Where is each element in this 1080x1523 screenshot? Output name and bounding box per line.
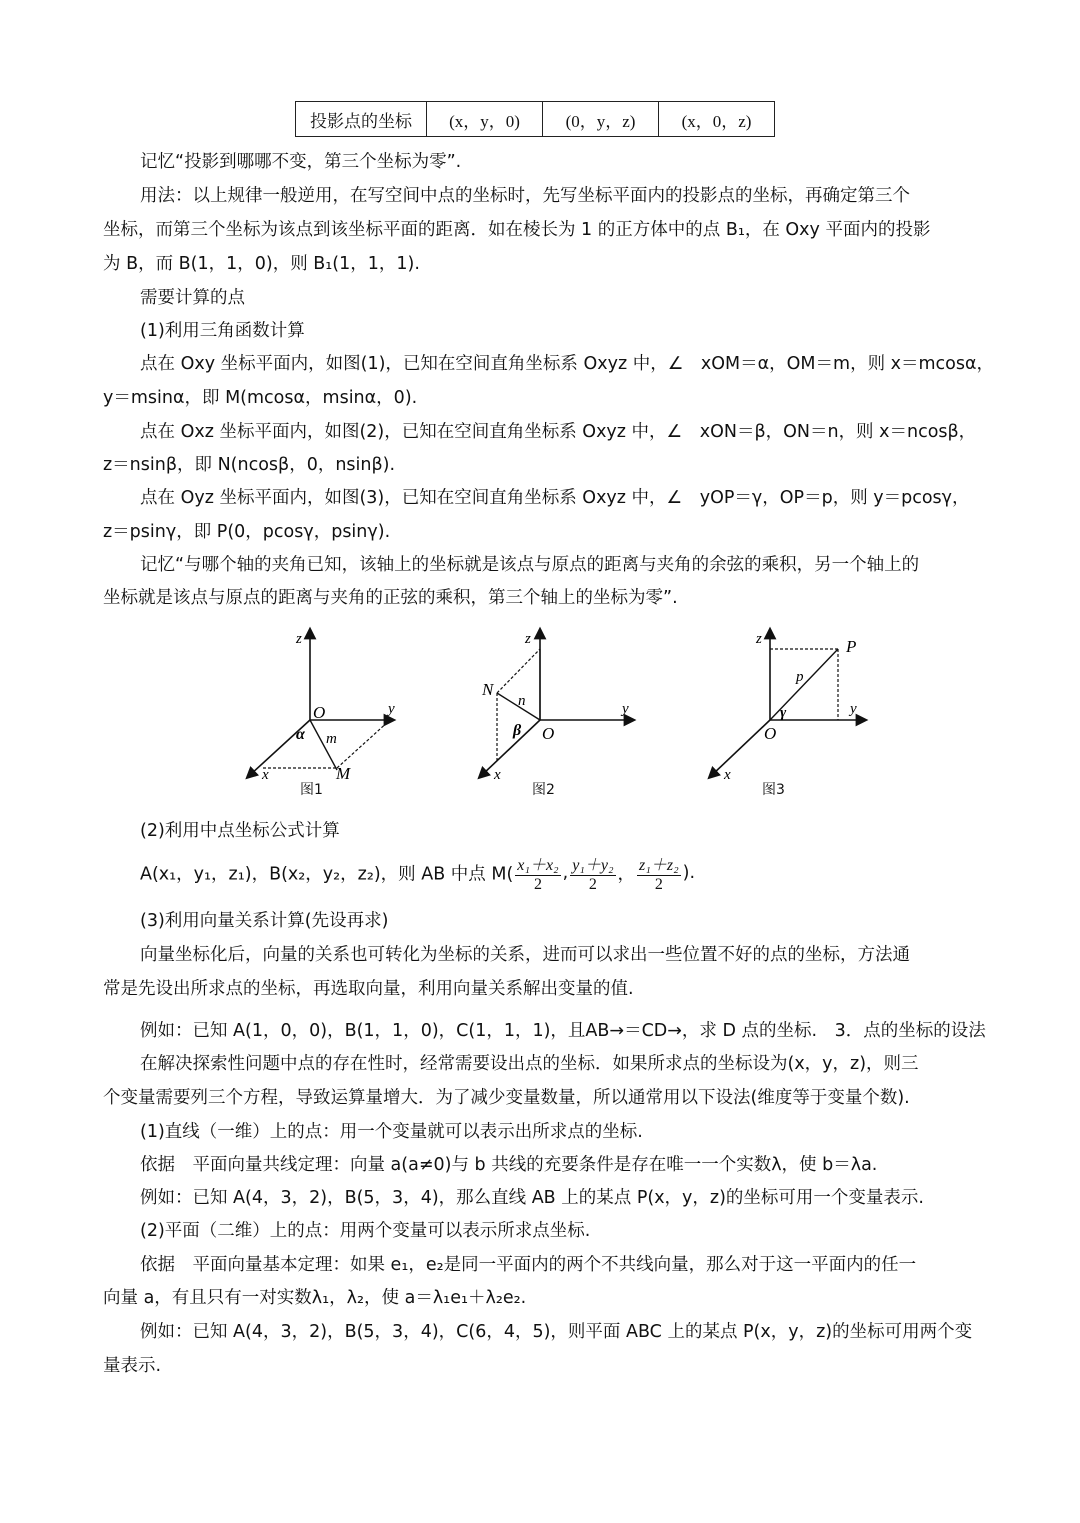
axis-label: y bbox=[622, 701, 629, 717]
text-line: 用法：以上规律一般逆用，在写空间中点的坐标时，先写坐标平面内的投影点的坐标，再确定第三个 bbox=[140, 186, 910, 206]
text-line: 例如：已知 A(1，0，0)，B(1，1，0)，C(1，1，1)，且AB→＝CD→，求 D 点的坐标. 3．点的坐标的设法 bbox=[140, 1021, 986, 1041]
numerator: z₁＋z₂ bbox=[637, 852, 681, 876]
text-line: 依据 平面向量共线定理：向量 a(a≠0)与 b 共线的充要条件是存在唯一一个实数λ，使 b＝λa. bbox=[140, 1155, 878, 1175]
text-line: z＝nsinβ，即 N(ncosβ，0，nsinβ). bbox=[103, 455, 396, 475]
numerator: x₁＋x₂ bbox=[515, 852, 560, 876]
text-line: z＝psinγ，即 P(0，pcosγ，psinγ). bbox=[103, 522, 391, 542]
axis-label: x bbox=[724, 767, 731, 783]
formula-prefix: A(x₁，y₁，z₁)，B(x₂，y₂，z₂)，则 AB 中点 M( bbox=[140, 864, 514, 885]
axis-label: z bbox=[525, 631, 531, 647]
text-line: 例如：已知 A(4，3，2)，B(5，3，4)，那么直线 AB 上的某点 P(x，y，z)的坐标可用一个变量表示. bbox=[140, 1188, 924, 1208]
segment-label: p bbox=[796, 669, 804, 685]
formula-suffix: ). bbox=[682, 863, 696, 883]
text-line: y＝msinα，即 M(mcosα，msinα，0). bbox=[103, 388, 418, 408]
denominator: 2 bbox=[533, 876, 542, 893]
text-line: 点在 Oxy 坐标平面内，如图(1)，已知在空间直角坐标系 Oxyz 中，∠ xOM＝α，OM＝m，则 x＝mcosα， bbox=[140, 354, 995, 374]
segment-label: m bbox=[326, 731, 337, 747]
text-line: 常是先设出所求点的坐标，再选取向量，利用向量关系解出变量的值. bbox=[103, 979, 634, 999]
denominator: 2 bbox=[654, 876, 663, 893]
table-header-cell: 投影点的坐标 bbox=[296, 102, 427, 137]
denominator: 2 bbox=[588, 876, 597, 893]
table-row bbox=[296, 102, 775, 137]
text-line: 点在 Oxz 坐标平面内，如图(2)，已知在空间直角坐标系 Oxyz 中，∠ xON＝β，ON＝n，则 x＝ncosβ， bbox=[140, 422, 977, 442]
axis-label: z bbox=[756, 631, 762, 647]
text-line: 例如：已知 A(4，3，2)，B(5，3，4)，C(6，4，5)，则平面 ABC 上的某点 P(x，y，z)的坐标可用两个变 bbox=[140, 1322, 973, 1342]
text-line: (1)利用三角函数计算 bbox=[140, 321, 305, 341]
axis-label: y bbox=[388, 701, 395, 717]
fraction bbox=[515, 852, 560, 894]
point-label: P bbox=[846, 637, 857, 656]
text-line: 记忆“投影到哪哪不变，第三个坐标为零”. bbox=[140, 152, 462, 172]
text-line: 坐标就是该点与原点的距离与夹角的正弦的乘积，第三个轴上的坐标为零”. bbox=[103, 588, 678, 608]
midpoint-formula bbox=[140, 852, 980, 900]
text-line: 依据 平面向量基本定理：如果 e₁，e₂是同一平面内的两个不共线向量，那么对于这一平面内的任一 bbox=[140, 1255, 917, 1275]
angle-label: α bbox=[296, 726, 305, 743]
text-line: (1)直线（一维）上的点：用一个变量就可以表示出所求点的坐标. bbox=[140, 1122, 643, 1142]
figure-caption: 图2 bbox=[532, 782, 555, 798]
separator: , bbox=[562, 863, 569, 883]
figure-1 bbox=[240, 625, 410, 800]
axis-label: x bbox=[494, 767, 501, 783]
text-line: 坐标，而第三个坐标为该点到该坐标平面的距离．如在棱长为 1 的正方体中的点 B₁，在 Oxy 平面内的投影 bbox=[103, 220, 931, 240]
figure-caption: 图1 bbox=[300, 782, 323, 798]
point-label: O bbox=[313, 703, 326, 722]
text-line: 为 B，而 B(1，1，0)，则 B₁(1，1，1). bbox=[103, 254, 420, 274]
text-line: 在解决探索性问题中点的存在性时，经常需要设出点的坐标．如果所求点的坐标设为(x，y，z)，则三 bbox=[140, 1054, 919, 1074]
text-line: (2)利用中点坐标公式计算 bbox=[140, 821, 340, 841]
table-cell: (0，y，z) bbox=[543, 102, 659, 137]
text-line: (2)平面（二维）上的点：用两个变量可以表示所求点坐标. bbox=[140, 1221, 591, 1241]
figure-caption: 图3 bbox=[762, 782, 785, 798]
point-label: N bbox=[482, 680, 494, 699]
text-line: 向量坐标化后，向量的关系也可转化为坐标的关系，进而可以求出一些位置不好的点的坐标，方法通 bbox=[140, 945, 910, 965]
text-line: 记忆“与哪个轴的夹角已知，该轴上的坐标就是该点与原点的距离与夹角的余弦的乘积，另一个轴上的 bbox=[140, 555, 920, 575]
point-label: O bbox=[542, 724, 555, 743]
fraction bbox=[637, 852, 681, 894]
text-line: 个变量需要列三个方程，导致运算量增大．为了减少变量数量，所以通常用以下设法(维度等于变量个数). bbox=[103, 1088, 910, 1108]
table-cell: (x，y，0) bbox=[427, 102, 543, 137]
point-label: O bbox=[764, 724, 777, 743]
angle-label: γ bbox=[780, 705, 787, 721]
segment-label: n bbox=[518, 693, 526, 709]
axis-label: x bbox=[262, 767, 269, 783]
text-line: 需要计算的点 bbox=[140, 288, 245, 308]
table-cell: (x，0，z) bbox=[659, 102, 775, 137]
text-line: (3)利用向量关系计算(先设再求) bbox=[140, 911, 389, 931]
text-line: 量表示. bbox=[103, 1356, 162, 1376]
numerator: y₁＋y₂ bbox=[570, 852, 615, 876]
separator: ， bbox=[617, 864, 636, 885]
text-line: 点在 Oyz 坐标平面内，如图(3)，已知在空间直角坐标系 Oxyz 中，∠ yOP＝γ，OP＝p，则 y＝pcosγ， bbox=[140, 488, 970, 508]
figure-3 bbox=[700, 625, 870, 800]
fraction bbox=[570, 852, 615, 894]
text-line: 向量 a，有且只有一对实数λ₁，λ₂，使 a＝λ₁e₁＋λ₂e₂. bbox=[103, 1288, 527, 1308]
axis-label: z bbox=[296, 631, 302, 647]
axis-label: y bbox=[850, 701, 857, 717]
point-label: M bbox=[336, 764, 351, 783]
angle-label: β bbox=[513, 722, 522, 739]
projection-table bbox=[295, 101, 775, 137]
figure-2 bbox=[470, 625, 640, 800]
